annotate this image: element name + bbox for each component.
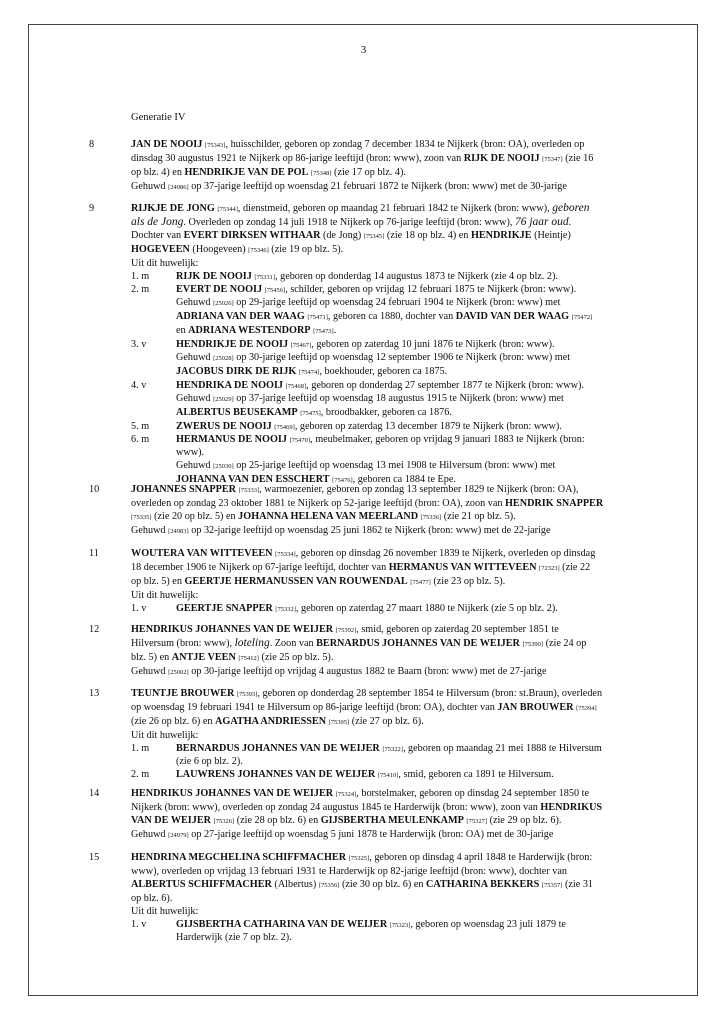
- person-name: ALBERTUS SCHIFFMACHER: [131, 879, 272, 890]
- entry-text: (zie 6 op blz. 2).: [176, 756, 243, 767]
- entry-body: [131, 623, 651, 679]
- person-name: HENDRIKUS: [540, 802, 603, 813]
- person-name: HENDRIKUS JOHANNES VAN DE WEIJER: [131, 788, 334, 799]
- person-name: HENDRINA MEGCHELINA SCHIFFMACHER: [131, 852, 347, 863]
- entry-body: [131, 687, 651, 781]
- child-row: [131, 420, 651, 433]
- entry-number: 11: [89, 548, 99, 559]
- reference-id: [75471]: [307, 314, 328, 321]
- page-number: 3: [360, 44, 367, 56]
- entry-text: op 30-jarige leeftijd op vrijdag 4 augustus 1882 te Baarn (bron: www) met de 27-jarige: [188, 666, 547, 677]
- entry-text: , geboren op dinsdag 26 november 1839 te Nijkerk, overleden op dinsdag: [295, 548, 596, 559]
- reference-id: [75476]: [332, 477, 353, 484]
- person-name: TEUNTJE BROUWER: [131, 688, 235, 699]
- entry-text: , geboren ca 1880, dochter van: [327, 311, 456, 322]
- entry-text: (zie 31: [562, 879, 594, 890]
- reference-id: [75323]: [389, 922, 411, 929]
- person-name: ALBERTUS BEUSEKAMP: [176, 407, 298, 418]
- entry-text: Nijkerk (bron: www), overleden op zondag 24 augustus 1845 te Harderwijk (bron: www), zoon van: [131, 802, 541, 813]
- entry-text: , meubelmaker, geboren op vrijdag 9 januari 1883 te Nijkerk (bron:: [310, 434, 585, 445]
- reference-id: [75348]: [310, 170, 332, 177]
- person-name: BERNARDUS JOHANNES VAN DE WEIJER: [176, 743, 380, 754]
- child-code: 6. m: [131, 434, 150, 445]
- entry-text: (zie 26 op blz. 6) en: [131, 716, 216, 727]
- entry-text: , geboren op donderdag 28 september 1854 te Hilversum (bron: st.Braun), overleden: [257, 688, 603, 699]
- reference-id: [75357]: [541, 882, 563, 889]
- child-row: [131, 283, 651, 296]
- entry-text: , broodbakker, geboren ca 1876.: [320, 407, 452, 418]
- entry-text: Gehuwd: [176, 297, 214, 308]
- entry-text: www), overleden op vrijdag 13 februari 1931 te Harderwijk op 82-jarige leeftijd (bron: www), dochter van: [131, 866, 567, 877]
- entry-text: Harderwijk (zie 7 op blz. 2).: [176, 932, 292, 943]
- person-name: HENDRIK SNAPPER: [505, 498, 604, 509]
- entry-text: dinsdag 30 augustus 1921 te Nijkerk op 86-jarige leeftijd (bron: www), zoon van: [131, 153, 464, 164]
- reference-id: [75345]: [363, 233, 385, 240]
- entry-text: (zie 18 op blz. 4) en: [384, 230, 471, 241]
- entry-text: Dochter van: [131, 230, 184, 241]
- entry-text: op 37-jarige leeftijd op woensdag 21 februari 1872 te Nijkerk (bron: www) met de 30-jarige: [188, 181, 567, 192]
- reference-id: [75395]: [328, 719, 350, 726]
- person-name: EVERT DE NOOIJ: [176, 284, 263, 295]
- entry-text: , huisschilder, geboren op zondag 7 december 1834 te Nijkerk (bron: OA), overleden op: [225, 139, 585, 150]
- entry-text: . Zoon van: [269, 638, 317, 649]
- entry-text: , geboren op donderdag 27 september 1877 te Nijkerk (bron: www).: [306, 380, 584, 391]
- person-name: HERMANUS DE NOOIJ: [176, 434, 287, 445]
- person-name: ADRIANA WESTENDORP: [188, 325, 311, 336]
- person-name: RIJKJE DE JONG: [131, 203, 215, 214]
- reference-id: [75392]: [335, 627, 357, 634]
- reference-id: [75333]: [238, 487, 260, 494]
- reference-id: [75334]: [275, 551, 296, 558]
- child-row: [131, 338, 651, 351]
- entry-text: op blz. 5) en: [131, 576, 185, 587]
- entry-text: www).: [176, 447, 205, 458]
- entry-text: , geboren ca 1884 te Epe.: [352, 474, 456, 485]
- person-name: JAN BROUWER: [497, 702, 574, 713]
- child-code: 2. m: [131, 284, 150, 295]
- entry-text: (Heintje): [531, 230, 571, 241]
- reference-id: [75325]: [348, 855, 370, 862]
- person-name: BERNARDUS JOHANNES VAN DE WEIJER: [316, 638, 520, 649]
- child-code: 1. m: [131, 743, 150, 754]
- entry-text: (zie 27 op blz. 6).: [349, 716, 424, 727]
- reference-id: [75327]: [466, 818, 488, 825]
- note-italic: loteling: [234, 637, 270, 649]
- person-name: GIJSBERTHA CATHARINA VAN DE WEIJER: [176, 919, 388, 930]
- child-row: [131, 918, 651, 931]
- entry-text: .: [333, 325, 337, 336]
- reference-id: [75347]: [542, 156, 563, 163]
- entry-text: (zie 29 op blz. 6).: [487, 815, 562, 826]
- entry-text: overleden op zondag 23 oktober 1881 te Nijkerk op 52-jarige leeftijd (bron: OA), zoon van: [131, 498, 505, 509]
- reference-id: [75346]: [248, 247, 269, 254]
- entry-text: Gehuwd: [176, 352, 214, 363]
- reference-id: [75477]: [410, 579, 431, 586]
- entry-text: blz. 5) en: [131, 652, 172, 663]
- person-name: ZWERUS DE NOOIJ: [176, 421, 272, 432]
- person-name: HENDRIKJE VAN DE POL: [184, 167, 309, 178]
- marriage-label: Uit dit huwelijk:: [131, 258, 199, 269]
- entry-body: [131, 547, 651, 615]
- generation-heading: Generatie IV: [131, 112, 186, 123]
- entry-text: op 37-jarige leeftijd op woensdag 18 augustus 1915 te Nijkerk (bron: www) met: [233, 393, 564, 404]
- entry-text: , geboren op zaterdag 10 juni 1876 te Nijkerk (bron: www).: [311, 339, 555, 350]
- entry-body: [131, 138, 651, 194]
- reference-id: [75472]: [571, 314, 593, 321]
- entry-text: , warmoezenier, geboren op zondag 13 september 1829 te Nijkerk (bron: OA),: [259, 484, 579, 495]
- child-row: [131, 742, 651, 755]
- child-row: [131, 270, 651, 283]
- entry-text: en: [176, 325, 189, 336]
- entry-text: (de Jong): [320, 230, 364, 241]
- reference-id: [75412]: [238, 655, 259, 662]
- entry-text: op woensdag 19 februari 1941 te Hilversum op 86-jarige leeftijd (bron: OA), dochter van: [131, 702, 498, 713]
- child-code: 1. v: [131, 919, 147, 930]
- person-name: JACOBUS DIRK DE RIJK: [176, 366, 297, 377]
- reference-id: [24986]: [168, 184, 189, 191]
- note-italic: geboren: [552, 202, 590, 214]
- marriage-label: Uit dit huwelijk:: [131, 906, 199, 917]
- entry-text: (Hoogeveen): [189, 244, 249, 255]
- child-code: 2. m: [131, 769, 150, 780]
- person-name: JOHANNA HELENA VAN MEERLAND: [238, 511, 419, 522]
- reference-id: [75456]: [264, 287, 286, 294]
- child-code: 1. v: [131, 603, 147, 614]
- entry-text: (zie 24 op: [543, 638, 587, 649]
- entry-text: , boekhouder, geboren ca 1875.: [319, 366, 448, 377]
- child-row: [131, 433, 651, 446]
- entry-text: Gehuwd: [176, 460, 214, 471]
- entry-text: , geboren op maandag 21 mei 1888 te Hilversum: [402, 743, 602, 754]
- person-name: WOUTERA VAN WITTEVEEN: [131, 548, 273, 559]
- reference-id: [75336]: [420, 514, 442, 521]
- reference-id: [25002]: [168, 669, 189, 676]
- person-name: JAN DE NOOIJ: [131, 139, 203, 150]
- entry-text: , geboren op dinsdag 4 april 1848 te Harderwijk (bron:: [369, 852, 593, 863]
- entry-body: [131, 202, 651, 487]
- entry-text: , geboren op donderdag 14 augustus 1873 te Nijkerk (zie 4 op blz. 2).: [275, 271, 558, 282]
- person-name: RIJK DE NOOIJ: [176, 271, 252, 282]
- entry-text: , geboren op zaterdag 27 maart 1880 te Nijkerk (zie 5 op blz. 2).: [295, 603, 558, 614]
- entry-text: , schilder, geboren op vrijdag 12 februari 1875 te Nijkerk (bron: www).: [285, 284, 577, 295]
- reference-id: [24979]: [168, 832, 189, 839]
- entry-text: 18 december 1906 te Nijkerk op 67-jarige leeftijd, dochter van: [131, 562, 389, 573]
- entry-text: op 32-jarige leeftijd op woensdag 25 juni 1862 te Nijkerk (bron: www) met de 22-jarige: [188, 525, 551, 536]
- entry-text: (zie 20 op blz. 5) en: [151, 511, 239, 522]
- entry-number: 14: [89, 788, 100, 799]
- person-name: ANTJE VEEN: [171, 652, 236, 663]
- entry-text: (zie 28 op blz. 6) en: [234, 815, 321, 826]
- entry-text: Gehuwd: [131, 525, 169, 536]
- entry-text: op 25-jarige leeftijd op woensdag 13 mei 1908 te Hilversum (bron: www) met: [233, 460, 556, 471]
- reference-id: [25030]: [213, 463, 234, 470]
- entry-number: 15: [89, 852, 100, 863]
- reference-id: [75356]: [318, 882, 340, 889]
- reference-id: [75331]: [254, 274, 275, 281]
- child-code: 4. v: [131, 380, 147, 391]
- entry-text: , borstelmaker, geboren op dinsdag 24 september 1850 te: [356, 788, 589, 799]
- reference-id: [75335]: [131, 514, 152, 521]
- reference-id: [75467]: [290, 342, 312, 349]
- person-name: HENDRIKJE: [470, 230, 532, 241]
- reference-id: [75332]: [275, 606, 296, 613]
- child-code: 1. m: [131, 271, 150, 282]
- entry-text: op blz. 4) en: [131, 167, 185, 178]
- person-name: GIJSBERTHA MEULENKAMP: [320, 815, 464, 826]
- entry-text: op blz. 6).: [131, 893, 173, 904]
- entry-text: , geboren op zaterdag 13 december 1879 te Nijkerk (bron: www).: [294, 421, 562, 432]
- entry-text: . Overleden op zondag 14 juli 1918 te Nijkerk op 76-jarige leeftijd (bron: www),: [183, 217, 515, 228]
- entry-text: (zie 25 op blz. 5).: [258, 652, 334, 663]
- child-row: [131, 602, 651, 615]
- entry-text: (zie 30 op blz. 6) en: [339, 879, 427, 890]
- entry-text: op 30-jarige leeftijd op woensdag 12 september 1906 te Nijkerk (bron: www) met: [233, 352, 571, 363]
- reference-id: [25028]: [213, 355, 234, 362]
- reference-id: [75393]: [236, 691, 258, 698]
- reference-id: [75343]: [204, 142, 226, 149]
- person-name: HENDRIKA DE NOOIJ: [176, 380, 283, 391]
- entry-text: (zie 16: [562, 153, 594, 164]
- entry-body: [131, 483, 651, 538]
- entry-text: Gehuwd: [176, 393, 214, 404]
- entry-text: , smid, geboren op zaterdag 20 september 1851 te: [356, 624, 559, 635]
- reference-id: [75390]: [522, 641, 544, 648]
- reference-id: [75410]: [377, 772, 399, 779]
- entry-text: Gehuwd: [131, 181, 169, 192]
- entry-text: op 27-jarige leeftijd op woensdag 5 juni 1878 te Harderwijk (bron: OA) met de 30-jarige: [188, 829, 554, 840]
- reference-id: [25029]: [213, 396, 234, 403]
- reference-id: [75470]: [289, 437, 311, 444]
- person-name: HENDRIKJE DE NOOIJ: [176, 339, 289, 350]
- reference-id: [75468]: [285, 383, 307, 390]
- reference-id: [75322]: [382, 746, 403, 753]
- person-name: ADRIANA VAN DER WAAG: [176, 311, 305, 322]
- entry-text: Gehuwd: [131, 829, 169, 840]
- reference-id: [75473]: [313, 328, 334, 335]
- person-name: LAUWRENS JOHANNES VAN DE WEIJER: [176, 769, 376, 780]
- person-name: CATHARINA BEKKERS: [426, 879, 540, 890]
- entry-text: Hilversum (bron: www),: [131, 638, 235, 649]
- reference-id: [75394]: [576, 705, 597, 712]
- child-code: 5. m: [131, 421, 150, 432]
- entry-body: [131, 851, 651, 944]
- entry-text: op 29-jarige leeftijd op woensdag 24 februari 1904 te Nijkerk (bron: www) met: [233, 297, 561, 308]
- entry-text: , geboren op woensdag 23 juli 1879 te: [410, 919, 566, 930]
- entry-body: [131, 787, 651, 842]
- child-row: [131, 379, 651, 392]
- entry-number: 9: [89, 203, 95, 214]
- reference-id: [75474]: [298, 369, 320, 376]
- person-name: HOGEVEEN: [131, 244, 190, 255]
- person-name: JOHANNES SNAPPER: [131, 484, 236, 495]
- entry-number: 13: [89, 688, 100, 699]
- entry-number: 8: [89, 139, 95, 150]
- person-name: DAVID VAN DER WAAG: [455, 311, 570, 322]
- person-name: GEERTJE SNAPPER: [176, 603, 273, 614]
- reference-id: [25026]: [213, 300, 234, 307]
- child-row: [131, 768, 651, 781]
- reference-id: [72323]: [539, 565, 560, 572]
- entry-text: (Albertus): [271, 879, 319, 890]
- person-name: RIJK DE NOOIJ: [463, 153, 540, 164]
- reference-id: [75469]: [274, 424, 295, 431]
- entry-text: (zie 21 op blz. 5).: [441, 511, 516, 522]
- person-name: EVERT DIRKSEN WITHAAR: [183, 230, 321, 241]
- entry-text: Gehuwd: [131, 666, 169, 677]
- child-code: 3. v: [131, 339, 147, 350]
- reference-id: [75344]: [217, 206, 238, 213]
- entry-text: (zie 19 op blz. 5).: [268, 244, 344, 255]
- reference-id: [75324]: [335, 791, 357, 798]
- person-name: VAN DE WEIJER: [131, 815, 212, 826]
- entry-number: 12: [89, 624, 100, 635]
- entry-text: (zie 23 op blz. 5).: [430, 576, 506, 587]
- person-name: GEERTJE HERMANUSSEN VAN ROUWENDAL: [184, 576, 408, 587]
- person-name: AGATHA ANDRIESSEN: [215, 716, 327, 727]
- reference-id: [24983]: [168, 528, 189, 535]
- marriage-label: Uit dit huwelijk:: [131, 730, 199, 741]
- entry-text: (zie 22: [559, 562, 591, 573]
- note-italic: 76 jaar oud.: [514, 216, 572, 228]
- person-name: HENDRIKUS JOHANNES VAN DE WEIJER: [131, 624, 334, 635]
- marriage-label: Uit dit huwelijk:: [131, 590, 199, 601]
- person-name: HERMANUS VAN WITTEVEEN: [388, 562, 537, 573]
- entry-number: 10: [89, 484, 100, 495]
- entry-text: , smid, geboren ca 1891 te Hilversum.: [398, 769, 554, 780]
- person-name: JOHANNA VAN DEN ESSCHERT: [176, 474, 330, 485]
- reference-id: [75326]: [213, 818, 235, 825]
- entry-text: , dienstmeid, geboren op maandag 21 februari 1842 te Nijkerk (bron: www),: [237, 203, 553, 214]
- reference-id: [75475]: [300, 410, 321, 417]
- entry-text: (zie 17 op blz. 4).: [331, 167, 406, 178]
- note-italic: als de Jong: [131, 216, 184, 228]
